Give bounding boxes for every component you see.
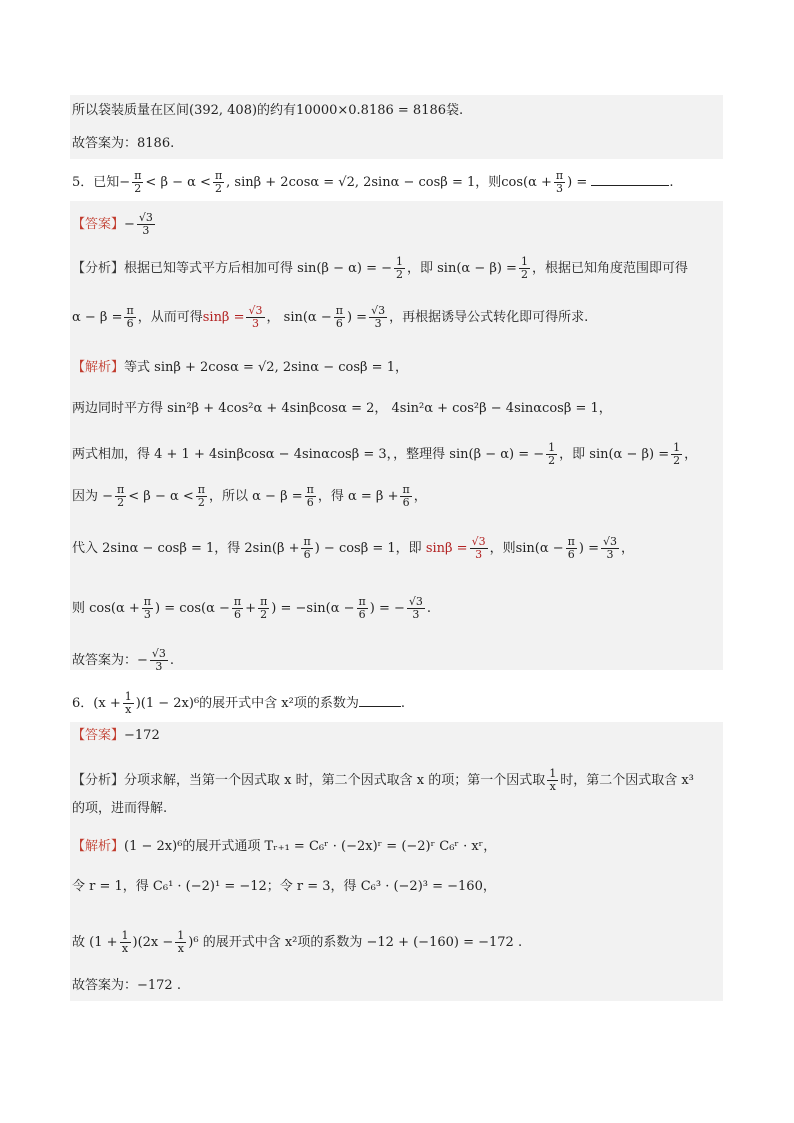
analysis-tag: 【分析】 (72, 773, 125, 788)
solution-tag: 【解析】 (72, 360, 125, 375)
analysis-line: α − β = $\frac{\pi}{6}$ ，从而可得sinβ = $\frac{√3}{3}$ ， sin(α − $\frac{\pi}{6}$ ) = $\frac{√3}{3}$ ，再根据诱导公式转化即可得所求. (72, 304, 589, 330)
answer-line: 【答案】− $\frac{√3}{3}$ (72, 211, 153, 237)
solution-line: 因为 − $\frac{\pi}{2}$ < β − α < $\frac{\pi}{2}$ ，所以 α − β = $\frac{\pi}{6}$ ，得 α = β + $\frac{\pi}{6}$ ， (72, 483, 427, 509)
final-answer-line: 故答案为：− $\frac{√3}{3}$ . (72, 647, 175, 673)
analysis-line: 的项，进而得解. (72, 801, 168, 816)
fraction: $\frac{\pi}{2}$ (134, 169, 142, 195)
question-number: 5．已知 (72, 175, 120, 190)
fraction: $\frac{\pi}{2}$ (214, 169, 223, 195)
analysis-line: 【分析】根据已知等式平方后相加可得 sin(β − α) = − $\frac{1}{2}$ ，即 sin(α − β) = $\frac{1}{2}$ ，根据已知角度范围即可得 (72, 255, 688, 281)
answer-blank (359, 694, 401, 707)
fraction: $\frac{√3}{3}$ (138, 211, 153, 237)
solution-tag: 【解析】 (72, 839, 125, 854)
question-number: 6． (72, 696, 94, 711)
solution-line: 故 (1 + $\frac{1}{x}$ )(2x − $\frac{1}{x}$ )⁶ 的展开式中含 x²项的系数为 −12 + (−160) = −172 . (72, 929, 523, 955)
text-line: 所以袋装质量在区间(392, 408)的约有10000×0.8186 = 8186袋. (72, 103, 464, 118)
answer-tag: 【答案】 (72, 728, 125, 743)
shaded-band (70, 722, 723, 1001)
answer-blank (591, 173, 669, 186)
solution-line: 令 r = 1，得 C₆¹ · (−2)¹ = −12；令 r = 3，得 C₆³ · (−2)³ = −160， (72, 879, 496, 894)
fraction: $\frac{\pi}{3}$ (555, 169, 564, 195)
solution-line: 代入 2sinα − cosβ = 1，得 2sin(β + $\frac{\pi}{6}$ ) − cosβ = 1，即 sinβ = $\frac{√3}{3}$ ，则sin(α − $\frac{\pi}{6}$ ) = $\frac{√3}{3}$ ， (72, 535, 635, 561)
question-6-stem: 6．(x + $\frac{1}{x}$ )(1 − 2x)⁶的展开式中含 x²项的系数为 . (72, 690, 405, 716)
answer-tag: 【答案】 (72, 217, 125, 232)
solution-line: 【解析】等式 sinβ + 2cosα = √2, 2sinα − cosβ = 1， (72, 360, 408, 375)
analysis-tag: 【分析】 (72, 261, 125, 276)
solution-line: 【解析】(1 − 2x)⁶的展开式通项 Tᵣ₊₁ = C₆ʳ · (−2x)ʳ = (−2)ʳ C₆ʳ · xʳ， (72, 839, 497, 854)
solution-line: 两边同时平方得 sin²β + 4cos²α + 4sinβcosα = 2， 4sin²α + cos²β − 4sinαcosβ = 1， (72, 401, 612, 416)
solution-line: 两式相加，得 4 + 1 + 4sinβcosα − 4sinαcosβ = 3，，整理得 sin(β − α) = − $\frac{1}{2}$ ，即 sin(α − β) = $\frac{1}{2}$ ， (72, 441, 698, 467)
solution-line: 则 cos(α + $\frac{\pi}{3}$ ) = cos(α − $\frac{\pi}{6}$ + $\frac{\pi}{2}$ ) = −sin(α − $\frac{\pi}{6}$ ) = − $\frac{√3}{3}$ . (72, 595, 432, 621)
text-line: 故答案为：8186. (72, 136, 175, 151)
question-5-stem: 5．已知− $\frac{\pi}{2}$ < β − α < $\frac{\pi}{2}$ , sinβ + 2cosα = √2, 2sinα − cosβ = 1，则cos(α + $\frac{\pi}{3}$ ) = . (72, 169, 674, 195)
answer-line: 【答案】−172 (72, 728, 160, 743)
final-answer-line: 故答案为：−172 . (72, 978, 181, 993)
analysis-line: 【分析】分项求解，当第一个因式取 x 时，第二个因式取含 x 的项；第一个因式取 $\frac{1}{x}$ 时，第二个因式取含 x³ (72, 767, 694, 793)
